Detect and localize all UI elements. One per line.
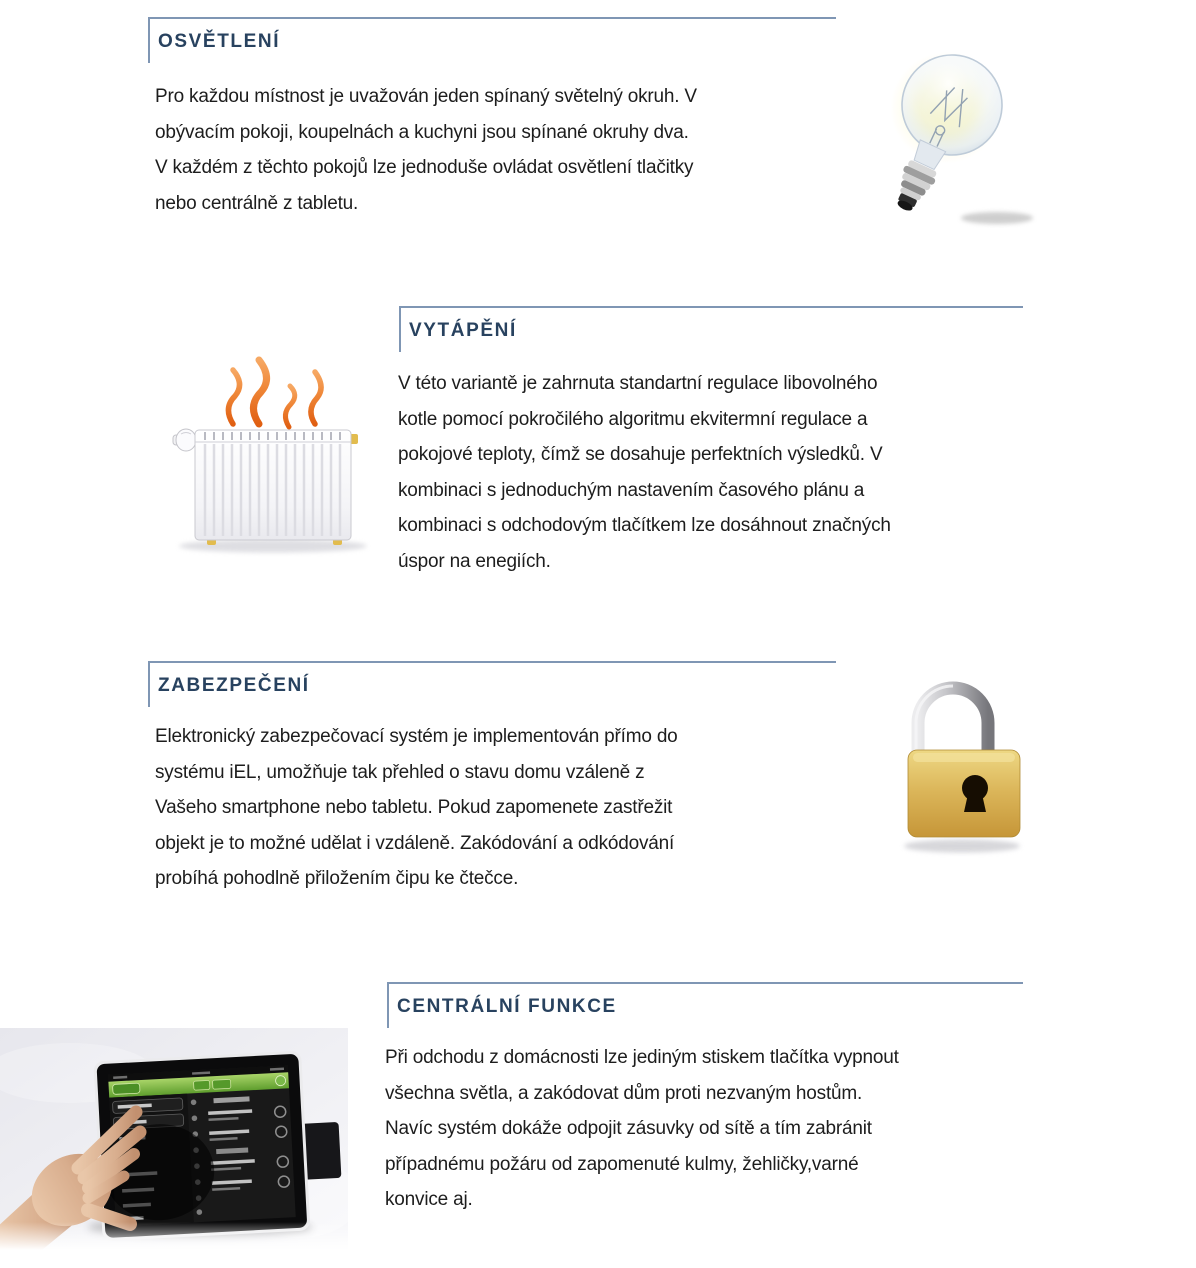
text-line: kombinaci s odchodovým tlačítkem lze dosáhnout značných [398, 515, 891, 536]
text-line: kombinaci s jednoduchým nastavením časového plánu a [398, 479, 865, 501]
text-line: kotle pomocí pokročilého algoritmu ekvitermní regulace a [398, 408, 868, 430]
section-rule-top [148, 17, 836, 19]
text-line: všechna světla, a zakódovat dům proti nezvaným hostům. [385, 1082, 863, 1104]
heat-waves-icon [228, 360, 321, 427]
padlock-shackle [916, 686, 988, 755]
section-paragraph [155, 79, 697, 221]
light-bulb-image [885, 30, 1045, 228]
section-rule-top [387, 982, 1023, 984]
section-rule-left [148, 17, 150, 63]
section-rule-left [399, 306, 401, 352]
section-title: OSVĚTLENÍ [158, 31, 281, 52]
padlock-image [896, 660, 1028, 860]
section-title: CENTRÁLNÍ FUNKCE [397, 996, 617, 1017]
text-line: Vašeho smartphone nebo tabletu. Pokud zapomenete zastřežit [155, 797, 673, 818]
padlock-shadow [904, 840, 1020, 853]
text-line: případnému požáru od zapomenuté kulmy, žehličky,varné [385, 1153, 859, 1175]
text-line: Pro každou místnost je uvažován jeden spínaný světelný okruh. V [155, 86, 697, 107]
text-line: V této variantě je zahrnuta standartní regulace libovolného [398, 373, 878, 394]
section-paragraph [398, 366, 891, 579]
text-line: pokojové teploty, čímž se dosahuje perfektních výsledků. V [398, 444, 883, 465]
section-title: ZABEZPEČENÍ [158, 675, 310, 696]
text-line: V každém z těchto pokojů lze jednoduše ovládat osvětlení tlačitky [155, 157, 694, 178]
text-line: systému iEL, umožňuje tak přehled o stavu domu vzáleně z [155, 761, 645, 783]
section-title: VYTÁPĚNÍ [409, 320, 517, 341]
section-rule-top [148, 661, 836, 663]
text-line: Elektronický zabezpečovací systém je implementován přímo do [155, 726, 678, 747]
text-line: konvice aj. [385, 1189, 473, 1210]
section-rule-left [387, 982, 389, 1028]
section-paragraph [385, 1040, 899, 1218]
text-line: úspor na enegiích. [398, 550, 551, 572]
bulb-body [885, 33, 1021, 228]
text-line: nebo centrálně z tabletu. [155, 192, 359, 214]
text-line: objekt je to možné udělat i vzdáleně. Zakódování a odkódování [155, 832, 675, 854]
text-line: probíhá pohodlně přiložením čipu ke čtečce. [155, 868, 519, 889]
text-line: obývacím pokoji, koupelnách a kuchyni jsou spínané okruhy dva. [155, 121, 689, 143]
section-rule-left [148, 661, 150, 707]
keyhole-icon [962, 775, 988, 812]
radiator-body [195, 430, 358, 545]
section-rule-top [399, 306, 1023, 308]
tablet-photo [0, 1028, 348, 1250]
radiator-image [163, 352, 381, 557]
photo-bottom-fade [0, 1222, 348, 1250]
section-paragraph [155, 719, 678, 897]
bulb-shadow [961, 212, 1033, 224]
radiator-valve [173, 429, 196, 451]
text-line: Při odchodu z domácnosti lze jediným stiskem tlačítka vypnout [385, 1047, 899, 1068]
text-line: Navíc systém dokáže odpojit zásuvky od sítě a tím zabránit [385, 1118, 872, 1139]
